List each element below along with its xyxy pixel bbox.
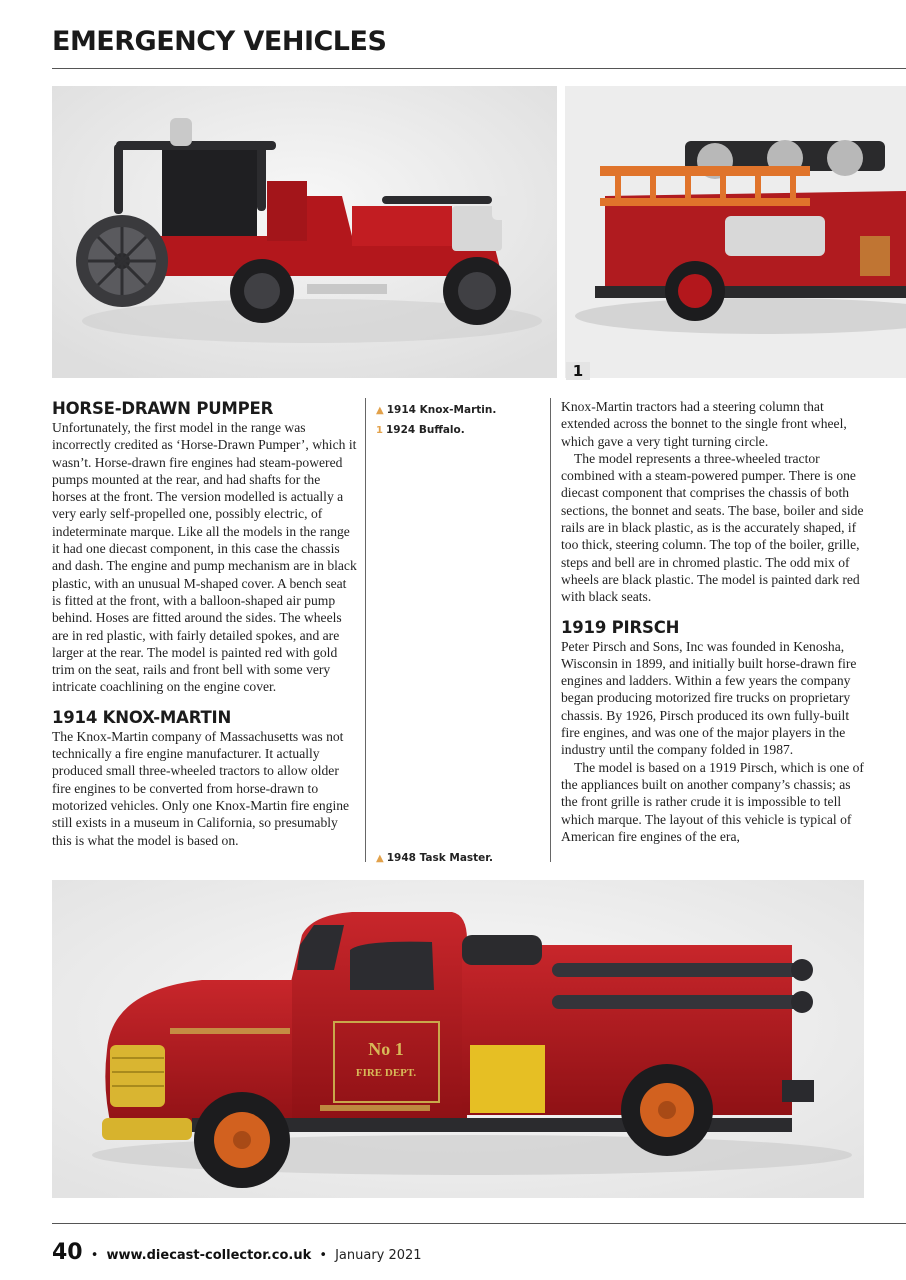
section-title: EMERGENCY VEHICLES xyxy=(52,26,387,57)
caption-buffalo: 1 1924 Buffalo. xyxy=(376,424,465,436)
truck-decal-text: FIRE DEPT. xyxy=(355,1067,417,1079)
paragraph: Peter Pirsch and Sons, Inc was founded in Kenosha, Wisconsin in 1899, and initially built horse-drawn fire engines and ladders. Within a few years the company began producing motorized fire trucks on proprietary chassis. By 1926, Pirsch produced its own fully-built fire engines, and was one of the major players in the industry until the company folded in 1987. xyxy=(561,638,857,758)
column-divider xyxy=(550,398,551,862)
number-marker: 1 xyxy=(376,425,383,436)
heading-horse-drawn-pumper: HORSE-DRAWN PUMPER xyxy=(52,399,274,418)
website-link[interactable]: www.diecast-collector.co.uk xyxy=(106,1248,312,1263)
left-column xyxy=(52,398,358,849)
knox-martin-photo xyxy=(52,86,557,378)
paragraph: Unfortunately, the first model in the range was incorrectly credited as ‘Horse-Drawn Pumper’, which it wasn’t. Horse-drawn fire engines had steam-powered pumps mounted at the rear, and had shafts for the horses at the front. The version modelled is actually a very early self-propelled one, possibly electric, of indeterminate marque. Like all the models in the range it had one diecast component, in this case the chassis and dash. The engine and pump mechanism are in black plastic, with an unusual M-shaped cover. A bench seat is fitted at the front, with a balloon-shaped air pump behind. Hoses are fitted around the sides. The wheels are in red plastic, with fairly detailed spokes, and are larger at the rear. The model is painted red with gold trim on the seat, rails and front bell with some very intricate coachlining on the engine cover. xyxy=(52,420,357,695)
footer-separator: • xyxy=(319,1248,327,1263)
truck-decal-number: No 1 xyxy=(368,1039,404,1059)
paragraph: The Knox-Martin company of Massachusetts was not technically a fire engine manufacturer. It actually produced small three-wheeled tractors to allow older fire engines to be converted from horse-drawn to motorized vehicles. Only one Knox-Martin fire engine still exists in a museum in California, so presumably this is what the model is based on. xyxy=(52,728,350,848)
caption-task-master: ▲ 1948 Task Master. xyxy=(376,852,493,864)
page-footer xyxy=(52,1240,422,1265)
paragraph: Knox-Martin tractors had a steering column that extended across the bonnet to the single front wheel, which gave a very tight turning circle. xyxy=(561,399,847,449)
column-divider xyxy=(365,398,366,862)
issue-date: January 2021 xyxy=(335,1248,422,1263)
task-master-photo xyxy=(52,880,864,1198)
photo-number-badge: 1 xyxy=(566,362,590,380)
paragraph: The model is based on a 1919 Pirsch, which is one of the appliances built on another company’s chassis; as the front grille is rather crude it is impossible to tell which marque. The layout of this vehicle is typical of American fire engines of the era, xyxy=(561,759,864,844)
paragraph: The model represents a three-wheeled tractor combined with a steam-powered pumper. There is one diecast component that comprises the chassis of both sections, the bonnet and seats. The base, boiler and side rails are in black plastic, as is the accurately shaped, if too thick, steering column. The top of the boiler, grille, steps and bell are in chromed plastic. The odd mix of wheels are black plastic. The model is painted dark red with black seats. xyxy=(561,450,864,605)
right-column xyxy=(561,398,867,845)
caption-knox-martin: ▲ 1914 Knox-Martin. xyxy=(376,404,497,416)
footer-separator: • xyxy=(90,1248,99,1263)
footer-divider xyxy=(52,1223,906,1224)
triangle-marker-icon: ▲ xyxy=(376,405,384,416)
triangle-marker-icon: ▲ xyxy=(376,853,384,864)
heading-pirsch: 1919 PIRSCH xyxy=(561,617,680,637)
buffalo-photo xyxy=(565,86,906,378)
heading-knox-martin: 1914 KNOX-MARTIN xyxy=(52,707,232,727)
page-number: 40 xyxy=(52,1240,83,1265)
header-divider xyxy=(52,68,906,69)
